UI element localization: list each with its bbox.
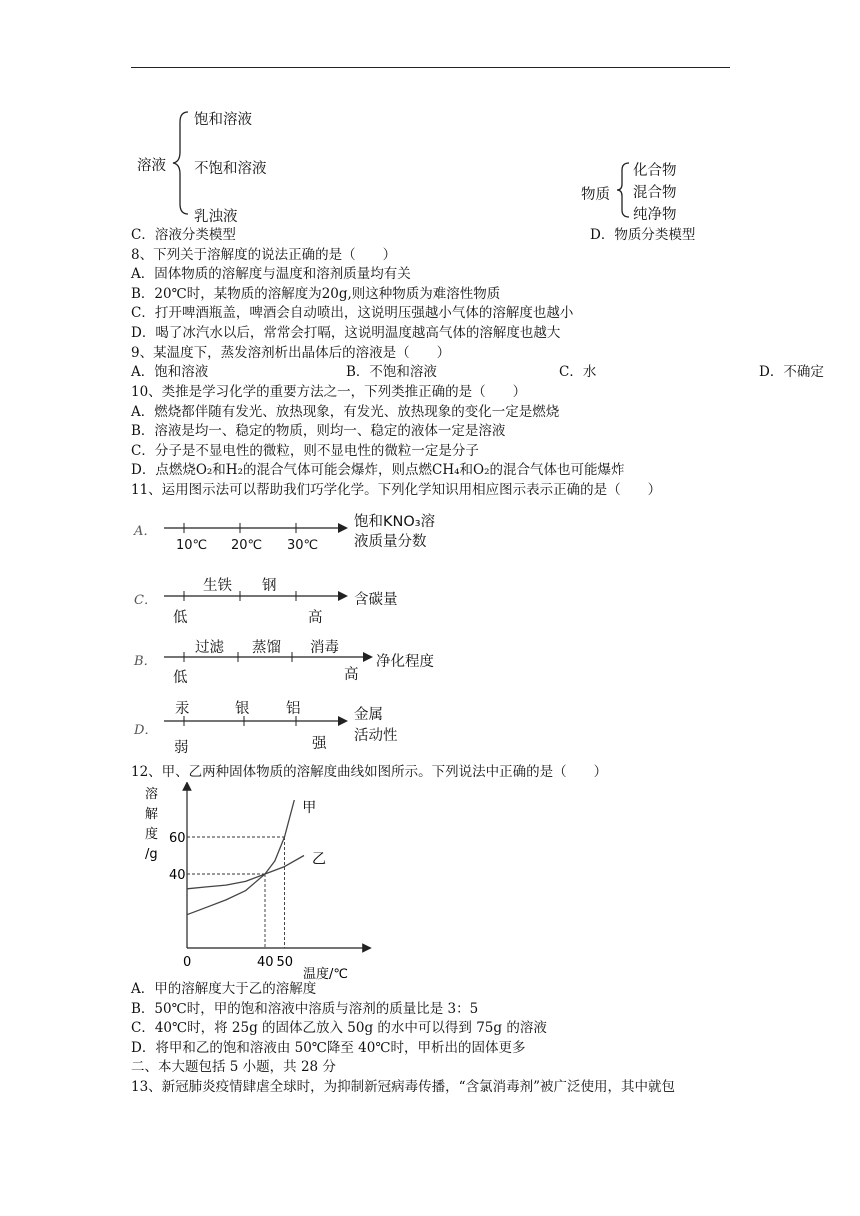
q12-option-a: A．甲的溶解度大于乙的溶解度 <box>131 981 317 997</box>
chart-y-tick-label: 40 <box>169 868 186 883</box>
q11-d-top-mercury: 汞 <box>175 701 190 717</box>
q9-stem: 9、某温度下，蒸发溶剂析出晶体后的溶液是（ ） <box>131 345 451 361</box>
chart-x-tick-label: 50 <box>276 955 294 970</box>
q10-option-a: A．燃烧都伴随有发光、放热现象，有发光、放热现象的变化一定是燃烧 <box>131 404 560 420</box>
q11-c-top-steel: 钢 <box>262 578 277 594</box>
q11-b-top-disinfect: 消毒 <box>310 640 339 656</box>
q11-d-label: D． <box>134 723 158 738</box>
chart-ylabel <box>145 786 158 862</box>
diagram-item-unsaturated: 不饱和溶液 <box>194 161 267 177</box>
q11-d-end-line2: 活动性 <box>354 728 398 744</box>
chart-series-line-1 <box>187 856 304 889</box>
chart-y-tick-label: 60 <box>169 831 186 846</box>
q11-a-end-line2: 液质量分数 <box>354 534 427 550</box>
q11-a-end-line1: 饱和KNO₃溶 <box>354 514 436 530</box>
diagram-item-emulsion: 乳浊液 <box>194 209 238 225</box>
diagram-item-pure: 纯净物 <box>633 207 677 223</box>
chart-ylabel-char: /g <box>145 847 158 862</box>
q11-d-low: 弱 <box>174 740 189 756</box>
q12-stem: 12、甲、乙两种固体物质的溶解度曲线如图所示。下列说法中正确的是（ ） <box>131 764 608 780</box>
q9-option-d: D．不确定 <box>759 364 824 380</box>
q8-option-b: B．20℃时，某物质的溶解度为20g,则这种物质为难溶性物质 <box>131 286 501 302</box>
q11-d-top-silver: 银 <box>235 701 250 717</box>
q11-c-label: C． <box>134 593 157 608</box>
q10-option-d: D．点燃烧O₂和H₂的混合气体可能会爆炸，则点燃CH₄和O₂的混合气体也可能爆炸 <box>131 462 625 478</box>
q8-stem: 8、下列关于溶解度的说法正确的是（ ） <box>131 247 397 263</box>
q10-option-b: B．溶液是均一、稳定的物质，则均一、稳定的液体一定是溶液 <box>131 423 506 439</box>
chart-x-tick-label: 40 <box>257 955 274 970</box>
chart-series-label-0: 甲 <box>302 800 317 816</box>
q9-option-c: C．水 <box>559 364 597 380</box>
q11-a-tick-30: 30℃ <box>287 538 319 553</box>
arrow-axis-icon <box>160 518 350 538</box>
q11-d-top-aluminum: 铝 <box>286 701 301 717</box>
caption-c: C．溶液分类模型 <box>131 227 236 243</box>
solubility-chart <box>135 782 375 982</box>
q11-a-tick-10: 10℃ <box>176 538 208 553</box>
arrow-axis-icon <box>160 647 375 667</box>
q8-option-a: A．固体物质的溶解度与温度和溶剂质量均有关 <box>131 266 411 282</box>
diagram-root-matter: 物质 <box>581 187 610 203</box>
chart-x-tick-label: 0 <box>183 955 192 970</box>
q9-option-a: A．饱和溶液 <box>131 364 209 380</box>
section-heading: 二、本大题包括 5 小题，共 28 分 <box>131 1059 336 1075</box>
q11-b-top-filter: 过滤 <box>195 640 224 656</box>
q11-a-label: A． <box>134 524 157 539</box>
q11-a-tick-20: 20℃ <box>231 538 263 553</box>
q11-c-low: 低 <box>173 610 188 626</box>
diagram-item-mixture: 混合物 <box>633 185 677 201</box>
q11-b-top-distill: 蒸馏 <box>252 640 281 656</box>
chart-series-line-0 <box>187 800 294 915</box>
q12-option-b: B．50℃时，甲的饱和溶液中溶质与溶剂的质量比是 3：5 <box>131 1001 479 1017</box>
arrow-axis-icon <box>160 711 350 731</box>
caption-d: D．物质分类模型 <box>590 227 696 243</box>
q11-d-end-line1: 金属 <box>354 707 383 723</box>
diagram-item-saturated: 饱和溶液 <box>194 112 252 128</box>
q9-option-b: B．不饱和溶液 <box>346 364 437 380</box>
q11-c-top-pigiron: 生铁 <box>203 578 232 594</box>
chart-series-label-1: 乙 <box>312 851 326 868</box>
brace-icon <box>170 108 192 218</box>
chart-ylabel-char: 溶 <box>145 787 159 802</box>
q12-option-d: D．将甲和乙的饱和溶液由 50℃降至 40℃时，甲析出的固体更多 <box>131 1040 526 1056</box>
q8-option-c: C．打开啤酒瓶盖，啤酒会自动喷出，这说明压强越小气体的溶解度也越小 <box>131 305 574 321</box>
chart-ylabel-char: 解 <box>145 807 159 822</box>
q10-option-c: C．分子是不显电性的微粒，则不显电性的微粒一定是分子 <box>131 443 479 459</box>
q10-stem: 10、类推是学习化学的重要方法之一，下列类推正确的是（ ） <box>131 384 527 400</box>
q12-option-c: C．40℃时，将 25g 的固体乙放入 50g 的水中可以得到 75g 的溶液 <box>131 1020 547 1036</box>
diagram-root-solution: 溶液 <box>137 158 166 174</box>
diagram-item-compound: 化合物 <box>633 163 677 179</box>
q13-stem: 13、新冠肺炎疫情肆虐全球时，为抑制新冠病毒传播，“含氯消毒剂”被广泛使用，其中就包 <box>131 1079 675 1095</box>
chart-ylabel-char: 度 <box>145 827 159 842</box>
chart-xlabel: 温度/℃ <box>303 967 348 982</box>
q11-b-label: B． <box>134 654 157 669</box>
brace-icon <box>614 160 632 220</box>
q11-b-high: 高 <box>344 667 359 683</box>
q11-b-low: 低 <box>173 670 188 686</box>
header-rule <box>131 67 730 68</box>
arrow-axis-icon <box>160 586 350 606</box>
q11-b-end: 净化程度 <box>376 654 434 670</box>
q11-d-high: 强 <box>312 736 327 752</box>
q11-c-end: 含碳量 <box>354 592 398 608</box>
q8-option-d: D．喝了冰汽水以后，常常会打嗝，这说明温度越高气体的溶解度也越大 <box>131 325 561 341</box>
q11-stem: 11、运用图示法可以帮助我们巧学化学。下列化学知识用相应图示表示正确的是（ ） <box>131 482 662 498</box>
q11-c-high: 高 <box>308 610 323 626</box>
